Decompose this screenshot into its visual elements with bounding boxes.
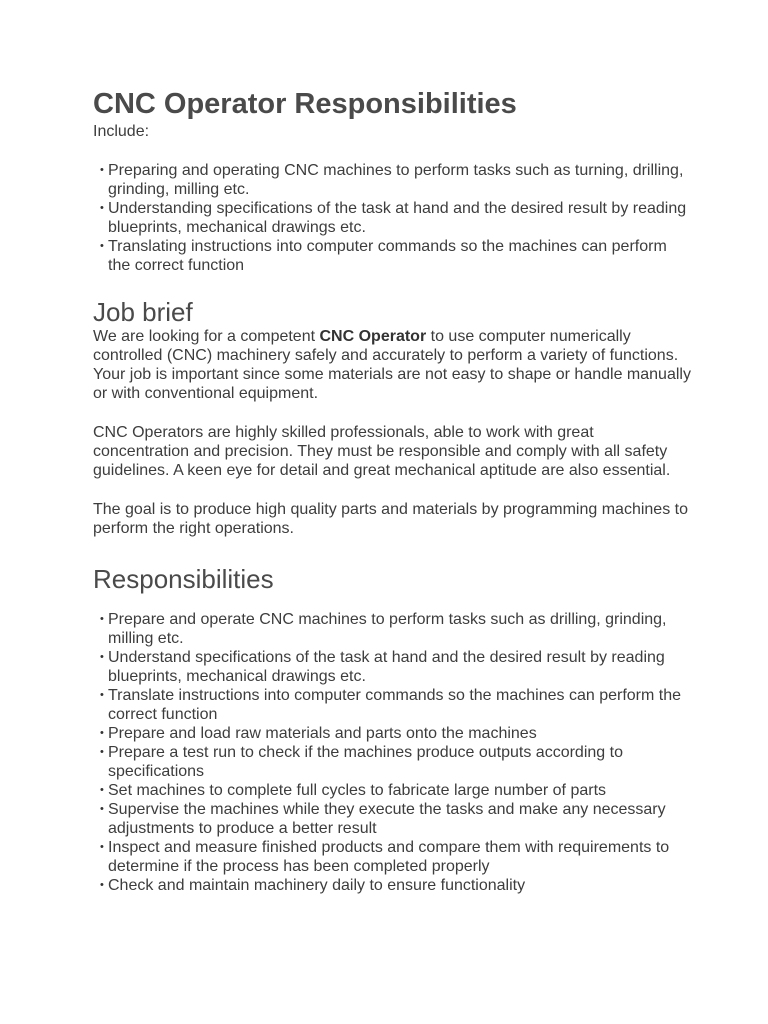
responsibilities-section [93,564,693,895]
responsibilities-list [93,610,693,895]
job-brief-paragraph-3: The goal is to produce high quality parts and materials by programming machines to perform the right operations. [93,501,688,537]
list-item: • Check and maintain machinery daily to ensure functionality [108,876,693,895]
paragraph-text: We are looking for a competent [93,328,320,345]
list-item: • Prepare and load raw materials and parts onto the machines [108,724,693,743]
list-item: • Preparing and operating CNC machines to perform tasks such as turning, drilling, grinding, milling etc. [108,161,693,199]
paragraph-text: to use computer numerically controlled (CNC) machinery safely and accurately to perform a variety of functions. Your job is important since some materials are not easy to shape or handle manually or with conventional equipment. [93,328,691,402]
document-page [93,86,693,895]
intro-list [93,161,693,275]
list-item: • Prepare and operate CNC machines to perform tasks such as drilling, grinding, milling etc. [108,610,693,648]
job-brief-heading: Job brief [93,297,193,327]
list-item: • Understanding specifications of the task at hand and the desired result by reading blueprints, mechanical drawings etc. [108,199,693,237]
list-item: • Supervise the machines while they execute the tasks and make any necessary adjustments to produce a better result [108,800,693,838]
list-item: • Set machines to complete full cycles to fabricate large number of parts [108,781,693,800]
responsibilities-heading: Responsibilities [93,564,274,594]
job-brief-section [93,297,693,538]
page-title: CNC Operator Responsibilities [93,88,517,120]
list-item: • Inspect and measure finished products and compare them with requirements to determine if the process has been completed properly [108,838,693,876]
job-brief-paragraph-2: CNC Operators are highly skilled professionals, able to work with great concentration and precision. They must be responsible and comply with all safety guidelines. A keen eye for detail and great mechanical aptitude are also essential. [93,424,671,479]
subtitle: Include: [93,123,150,140]
job-title-bold: CNC Operator [319,328,427,345]
list-item: • Translate instructions into computer commands so the machines can perform the correct function [108,686,693,724]
list-item: • Translating instructions into computer commands so the machines can perform the correct function [108,237,693,275]
list-item: • Prepare a test run to check if the machines produce outputs according to specifications [108,743,693,781]
list-item: • Understand specifications of the task at hand and the desired result by reading blueprints, mechanical drawings etc. [108,648,693,686]
job-brief-paragraph-1 [93,327,693,403]
